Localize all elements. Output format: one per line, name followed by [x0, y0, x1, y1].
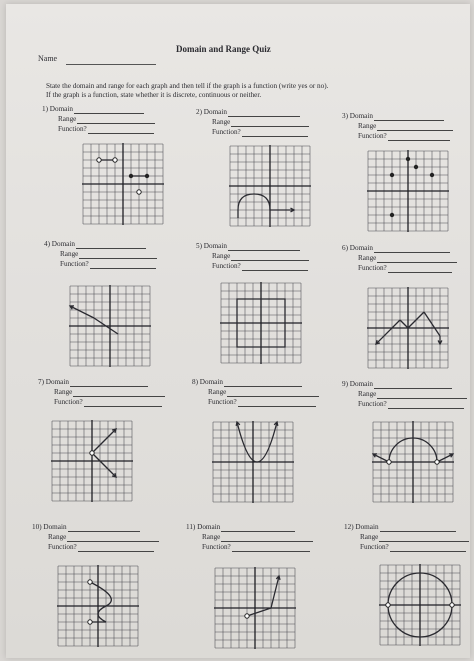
graph-segment: [108, 469, 116, 477]
open-point: [90, 451, 94, 455]
item-9: [342, 379, 467, 409]
graph-10-content: [57, 565, 139, 647]
open-point: [435, 460, 439, 464]
range-answer-field[interactable]: [221, 534, 313, 542]
function-answer-field[interactable]: [88, 126, 154, 134]
range-answer-field[interactable]: [379, 534, 469, 542]
domain-answer-field[interactable]: [74, 106, 144, 114]
domain-answer-field[interactable]: [228, 109, 300, 117]
graph-6-content: [367, 287, 449, 369]
range-label: Range: [48, 533, 67, 541]
graph-4: [68, 284, 153, 369]
item-1: [42, 104, 155, 134]
domain-label: Domain: [203, 242, 227, 250]
range-label: Range: [358, 390, 377, 398]
item-10: [32, 522, 159, 552]
function-label: Function?: [358, 264, 387, 272]
open-point: [97, 158, 101, 162]
domain-answer-field[interactable]: [224, 379, 302, 387]
domain-label: Domain: [349, 244, 373, 252]
item-4: [44, 239, 157, 269]
range-answer-field[interactable]: [67, 534, 159, 542]
graph-1: [81, 142, 166, 227]
domain-answer-field[interactable]: [374, 381, 452, 389]
range-label: Range: [360, 533, 379, 541]
item-number: 7): [38, 378, 44, 386]
domain-answer-field[interactable]: [68, 524, 140, 532]
graph-12-content: [379, 564, 461, 646]
domain-label: Domain: [349, 380, 373, 388]
open-point: [113, 158, 117, 162]
closed-point: [414, 165, 418, 169]
graph-segment: [70, 306, 94, 318]
domain-answer-field[interactable]: [374, 113, 444, 121]
open-point: [88, 580, 92, 584]
worksheet-page: [6, 4, 470, 658]
graph-2: [228, 144, 313, 229]
closed-point: [390, 213, 394, 217]
domain-label: Domain: [203, 108, 227, 116]
domain-answer-field[interactable]: [380, 524, 456, 532]
graph-curve: [90, 582, 111, 622]
item-7: [38, 377, 165, 407]
range-label: Range: [54, 388, 73, 396]
graph-8: [211, 420, 296, 505]
open-point: [450, 603, 454, 607]
range-answer-field[interactable]: [377, 123, 453, 131]
item-8: [192, 377, 319, 407]
graph-9-content: [372, 421, 454, 503]
domain-label: Domain: [199, 378, 223, 386]
range-label: Range: [358, 122, 377, 130]
instructions-line-1: State the domain and range for each graph and then tell if the graph is a function (write yes or no).: [46, 82, 329, 90]
item-11: [186, 522, 313, 552]
graph-curve: [237, 422, 277, 462]
graph-8-content: [212, 421, 294, 503]
closed-point: [390, 173, 394, 177]
name-field[interactable]: [66, 64, 156, 65]
open-point: [386, 603, 390, 607]
function-answer-field[interactable]: [388, 133, 450, 141]
range-label: Range: [212, 118, 231, 126]
graph-segment: [247, 608, 271, 616]
domain-label: Domain: [197, 523, 221, 531]
function-answer-field[interactable]: [388, 265, 452, 273]
range-answer-field[interactable]: [73, 389, 165, 397]
range-answer-field[interactable]: [79, 251, 157, 259]
function-answer-field[interactable]: [90, 261, 156, 269]
range-label: Range: [60, 250, 79, 258]
function-answer-field[interactable]: [388, 401, 464, 409]
graph-3-content: [367, 150, 449, 232]
graph-5: [219, 281, 304, 366]
graph-2-content: [229, 145, 311, 227]
item-number: 11): [186, 523, 196, 531]
graph-7-content: [51, 420, 133, 502]
closed-point: [129, 174, 133, 178]
item-12: [344, 522, 469, 552]
item-number: 6): [342, 244, 348, 252]
function-answer-field[interactable]: [232, 544, 310, 552]
item-2: [196, 107, 309, 137]
graph-4-content: [69, 285, 151, 367]
domain-label: Domain: [49, 105, 73, 113]
function-label: Function?: [208, 398, 237, 406]
open-point: [88, 620, 92, 624]
domain-answer-field[interactable]: [221, 524, 295, 532]
graph-curve: [238, 194, 294, 218]
range-label: Range: [208, 388, 227, 396]
graph-segment: [92, 429, 116, 453]
range-label: Range: [358, 254, 377, 262]
graph-11: [213, 566, 298, 651]
closed-point: [406, 157, 410, 161]
range-answer-field[interactable]: [377, 255, 457, 263]
function-label: Function?: [212, 128, 241, 136]
function-answer-field[interactable]: [242, 129, 308, 137]
function-label: Function?: [54, 398, 83, 406]
domain-label: Domain: [43, 523, 67, 531]
closed-point: [430, 173, 434, 177]
open-point: [245, 614, 249, 618]
range-label: Range: [58, 115, 77, 123]
function-answer-field[interactable]: [242, 263, 308, 271]
function-answer-field[interactable]: [238, 399, 316, 407]
function-label: Function?: [202, 543, 231, 551]
item-number: 8): [192, 378, 198, 386]
graph-12: [378, 563, 463, 648]
domain-label: Domain: [51, 240, 75, 248]
function-label: Function?: [58, 125, 87, 133]
range-label: Range: [212, 252, 231, 260]
item-5: [196, 241, 309, 271]
function-label: Function?: [358, 132, 387, 140]
item-number: 4): [44, 240, 50, 248]
instructions-line-2: If the graph is a function, state whether it is discrete, continuous or neither.: [46, 91, 262, 99]
function-label: Function?: [48, 543, 77, 551]
item-number: 3): [342, 112, 348, 120]
function-answer-field[interactable]: [78, 544, 154, 552]
range-label: Range: [202, 533, 221, 541]
domain-answer-field[interactable]: [76, 241, 146, 249]
item-number: 10): [32, 523, 42, 531]
item-3: [342, 111, 453, 141]
domain-answer-field[interactable]: [374, 245, 450, 253]
range-answer-field[interactable]: [231, 119, 309, 127]
graph-3: [366, 149, 451, 234]
graph-segment: [400, 320, 408, 328]
function-label: Function?: [60, 260, 89, 268]
item-number: 12): [344, 523, 354, 531]
graph-1-content: [82, 143, 164, 225]
item-number: 1): [42, 105, 48, 113]
domain-label: Domain: [355, 523, 379, 531]
graph-10: [56, 564, 141, 649]
graph-5-content: [220, 282, 302, 364]
domain-label: Domain: [349, 112, 373, 120]
range-answer-field[interactable]: [77, 116, 155, 124]
domain-label: Domain: [45, 378, 69, 386]
function-answer-field[interactable]: [84, 399, 162, 407]
graph-7: [50, 419, 135, 504]
item-number: 2): [196, 108, 202, 116]
graph-9: [371, 420, 456, 505]
range-answer-field[interactable]: [227, 389, 319, 397]
graph-segment: [376, 320, 400, 344]
function-answer-field[interactable]: [390, 544, 466, 552]
open-point: [137, 190, 141, 194]
function-label: Function?: [360, 543, 389, 551]
open-point: [387, 460, 391, 464]
domain-answer-field[interactable]: [70, 379, 148, 387]
graph-11-content: [214, 567, 296, 649]
range-answer-field[interactable]: [377, 391, 467, 399]
range-answer-field[interactable]: [231, 253, 309, 261]
closed-point: [145, 174, 149, 178]
function-label: Function?: [212, 262, 241, 270]
item-6: [342, 243, 457, 273]
name-label: Name: [38, 54, 58, 63]
item-number: 9): [342, 380, 348, 388]
domain-answer-field[interactable]: [228, 243, 300, 251]
function-label: Function?: [358, 400, 387, 408]
graph-6: [366, 286, 451, 371]
item-number: 5): [196, 242, 202, 250]
page-title: Domain and Range Quiz: [176, 44, 271, 54]
